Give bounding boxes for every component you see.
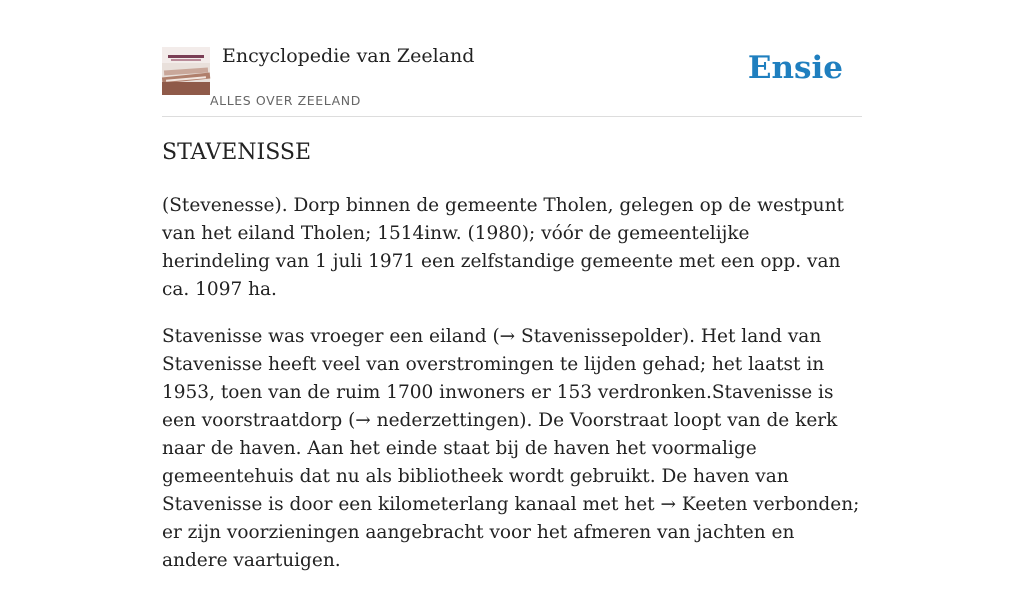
article-paragraph: Stavenisse was vroeger een eiland (→ Stavenissepolder). Het land van Stavenisse heeft veel van overstromingen te lijden gehad; het laatst in 1953, toen van de ruim 1700 inwoners er 153 verdronken.Stavenisse is een voorstraatdorp (→ nederzettingen). De Voorstraat loopt van de kerk naar de haven. Aan het einde staat bij de haven het voormalige gemeentehuis dat nu als bibliotheek wordt gebruikt. De haven van Stavenisse is door een kilometerlang kanaal met het → Keeten verbonden; er zijn voorzieningen aangebracht voor het afmeren van jachten en andere vaartuigen. — [162, 326, 860, 571]
site-tagline: ALLES OVER ZEELAND — [210, 93, 361, 108]
ensie-logo[interactable]: Ensie — [747, 50, 843, 86]
article-body — [162, 192, 862, 594]
site-header — [162, 44, 862, 117]
site-title[interactable]: Encyclopedie van Zeeland — [222, 45, 475, 67]
article-paragraph: (Stevenesse). Dorp binnen de gemeente Tholen, gelegen op de westpunt van het eiland Tholen; 1514inw. (1980); vóór de gemeentelijke herindeling van 1 juli 1971 een zelfstandige gemeente met een opp. van ca. 1097 ha. — [162, 195, 844, 300]
site-avatar[interactable] — [162, 47, 210, 95]
book-stack-image — [162, 47, 210, 95]
article-title: STAVENISSE — [162, 140, 312, 165]
